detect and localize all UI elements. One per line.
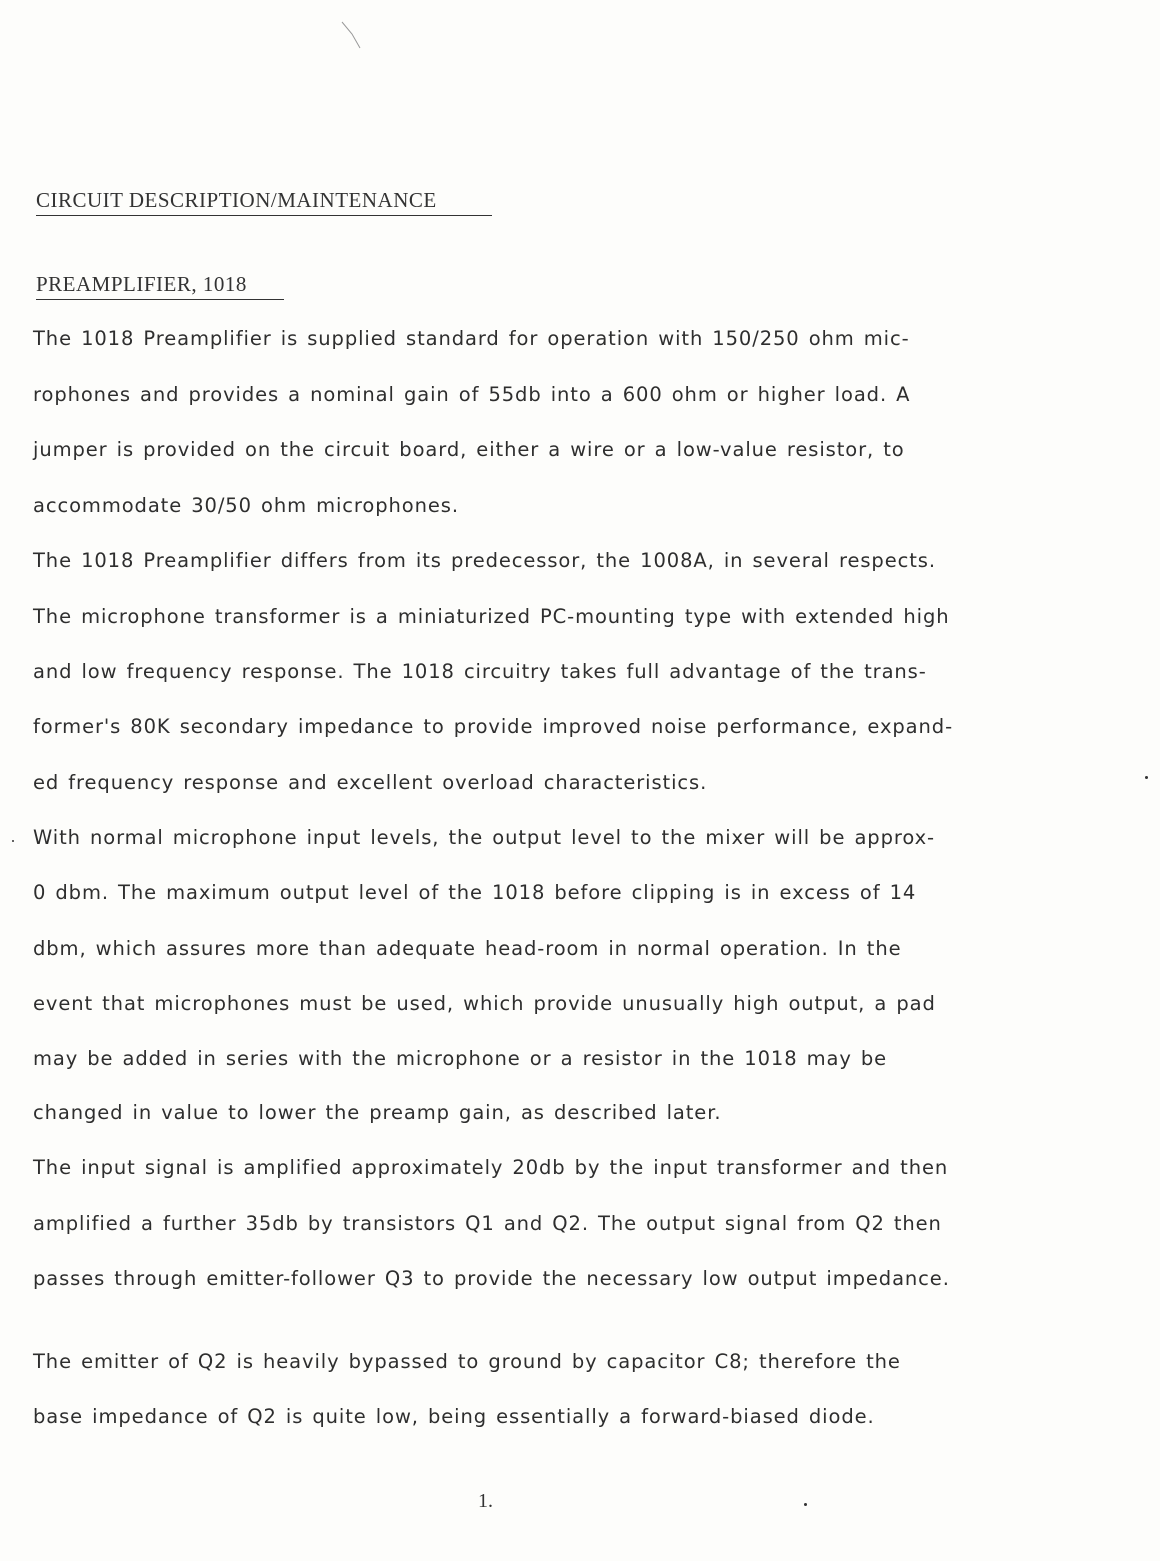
- body-line: dbm, which assures more than adequate head-room in normal operation. In the: [33, 937, 902, 960]
- body-line: The microphone transformer is a miniaturized PC-mounting type with extended high: [33, 605, 950, 628]
- section-title-text: CIRCUIT DESCRIPTION/MAINTENANCE: [36, 188, 437, 212]
- subtitle-underline: [36, 299, 284, 300]
- body-line: may be added in series with the microphone or a resistor in the 1018 may be: [33, 1047, 888, 1070]
- scan-speck: [804, 1503, 807, 1506]
- body-line: base impedance of Q2 is quite low, being essentially a forward-biased diode.: [33, 1405, 875, 1428]
- body-line: former's 80K secondary impedance to provide improved noise performance, expand-: [33, 715, 954, 738]
- body-line: The 1018 Preamplifier differs from its predecessor, the 1008A, in several respects.: [33, 549, 936, 572]
- body-line: ed frequency response and excellent overload characteristics.: [33, 771, 708, 794]
- subsection-title: [36, 272, 247, 297]
- title-underline: [36, 215, 492, 216]
- body-line: passes through emitter-follower Q3 to provide the necessary low output impedance.: [33, 1267, 950, 1290]
- scan-speck: [1145, 776, 1148, 779]
- body-line: rophones and provides a nominal gain of 55db into a 600 ohm or higher load. A: [33, 383, 911, 406]
- body-line: event that microphones must be used, which provide unusually high output, a pad: [33, 992, 936, 1015]
- scan-speck: [12, 840, 14, 842]
- page-number: 1.: [478, 1490, 493, 1512]
- body-line: amplified a further 35db by transistors Q1 and Q2. The output signal from Q2 then: [33, 1212, 942, 1235]
- body-line: With normal microphone input levels, the output level to the mixer will be approx-: [33, 826, 935, 849]
- body-line: accommodate 30/50 ohm microphones.: [33, 494, 459, 517]
- body-line: 0 dbm. The maximum output level of the 1018 before clipping is in excess of 14: [33, 881, 917, 904]
- body-line: The 1018 Preamplifier is supplied standard for operation with 150/250 ohm mic-: [33, 327, 910, 350]
- body-line: changed in value to lower the preamp gain, as described later.: [33, 1101, 722, 1124]
- body-line: and low frequency response. The 1018 circuitry takes full advantage of the trans-: [33, 660, 927, 683]
- section-title: [36, 188, 437, 213]
- subsection-title-text: PREAMPLIFIER, 1018: [36, 272, 247, 296]
- scan-mark: [340, 20, 364, 50]
- body-line: The input signal is amplified approximately 20db by the input transformer and then: [33, 1156, 949, 1179]
- body-line: The emitter of Q2 is heavily bypassed to ground by capacitor C8; therefore the: [33, 1350, 901, 1373]
- body-line: jumper is provided on the circuit board, either a wire or a low-value resistor, to: [33, 438, 905, 461]
